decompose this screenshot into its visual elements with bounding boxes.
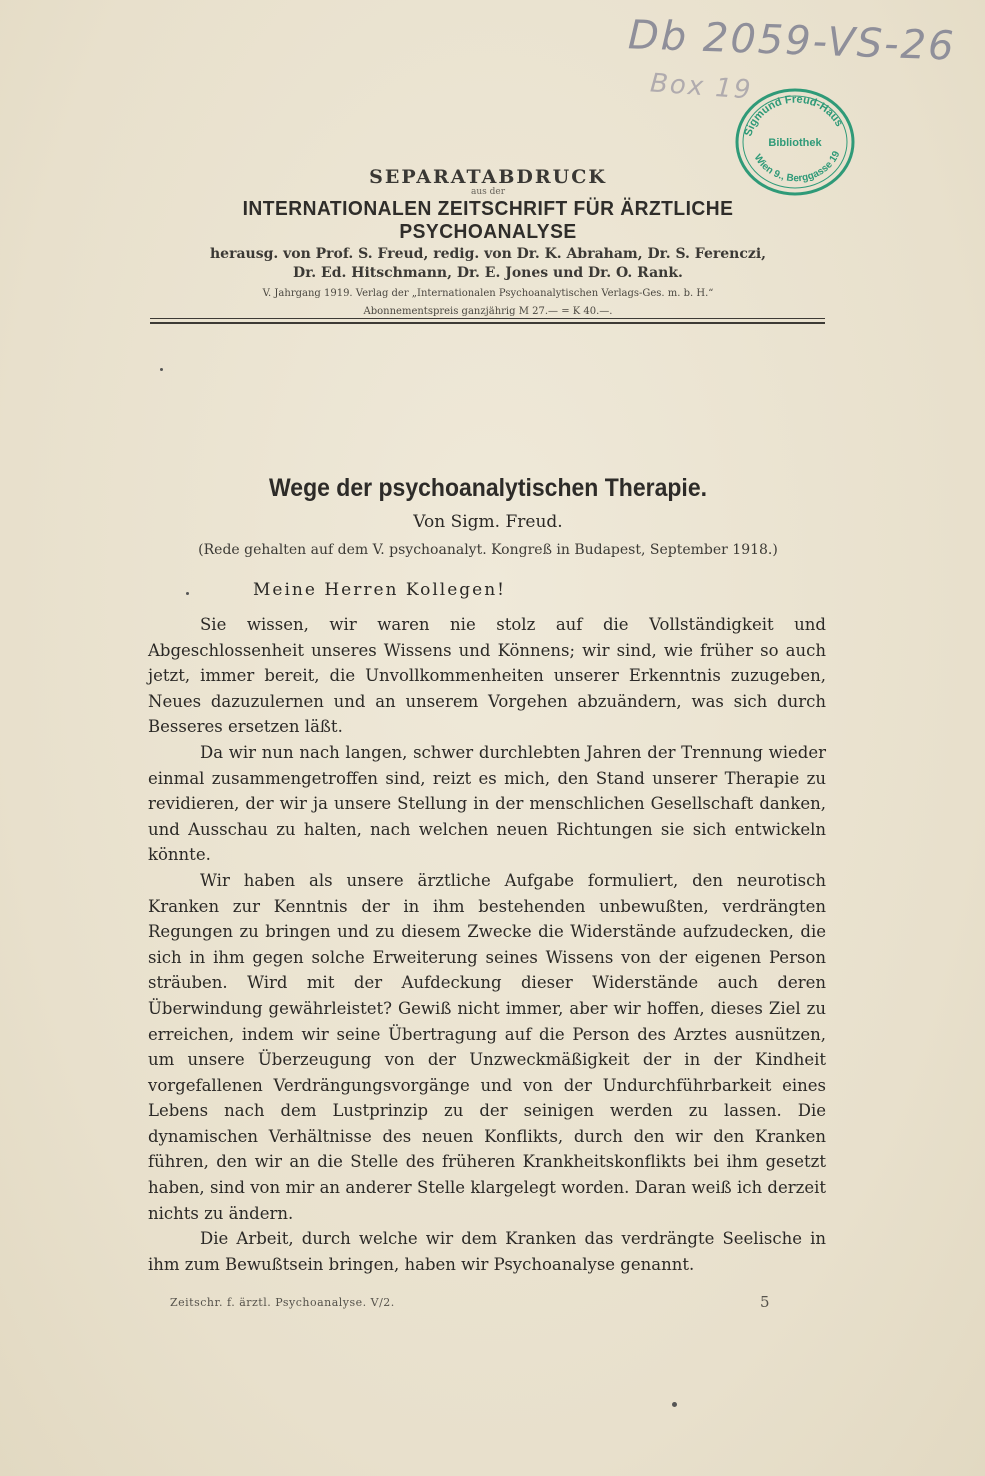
separatabdruck-title: SEPARATABDRUCK: [369, 166, 607, 188]
paragraph: Die Arbeit, durch welche wir dem Kranken das verdrängte Seelische in ihm zum Bewußtsein bringen, haben wir Psychoanalyse genannt.: [148, 1229, 826, 1274]
stamp-line-3: Wien 9., Berggasse 19: [751, 149, 843, 185]
print-speck: [672, 1402, 677, 1407]
salutation: Meine Herren Kollegen!: [253, 580, 507, 600]
print-speck: [186, 592, 189, 595]
paragraph: Sie wissen, wir waren nie stolz auf die Vollständigkeit und Abgeschlossenheit unseres Wissens und Könnens; wir sind, wie früher so auch jetzt, immer bereit, die Unvollkommenheiten unserer Erkenntnis zuzugeben, Neues dazuzulernen und an unserem Vorgehen abzuändern, was sich durch Besseres ersetzen läßt.: [148, 615, 826, 737]
footer-journal-abbrev: Zeitschr. f. ärztl. Psychoanalyse. V/2.: [170, 1296, 395, 1309]
print-speck: [160, 368, 163, 371]
journal-title: INTERNATIONALEN ZEITSCHRIFT FÜR ÄRZTLICHE PSYCHOANALYSE: [242, 198, 734, 243]
aus-der-label: aus der: [470, 187, 506, 197]
header-rule-thick: [150, 322, 825, 324]
paragraph: Da wir nun nach langen, schwer durchlebten Jahren der Trennung wieder einmal zusammengetroffen sind, reizt es mich, den Stand unserer Therapie zu revidieren, der wir ja unsere Stellung in der menschlichen Gesellschaft danken, und Ausschau zu halten, nach welchen neuen Richtungen sie sich entwickeln könnte.: [148, 742, 826, 865]
header-rule-thin: [150, 318, 825, 319]
stamp-line-2: Bibliothek: [768, 137, 822, 149]
article-body: [148, 612, 826, 1277]
editors-line-1: herausg. von Prof. S. Freud, redig. von Dr. K. Abraham, Dr. S. Ferenczi,: [209, 246, 767, 262]
editors-line-2: Dr. Ed. Hitschmann, Dr. E. Jones und Dr. O. Rank.: [293, 265, 683, 281]
article-note: (Rede gehalten auf dem V. psychoanalyt. Kongreß in Budapest, September 1918.): [198, 542, 778, 558]
publisher-line-2: Abonnementspreis ganzjährig M 27.— = K 40.—.: [363, 306, 613, 317]
article-author: Von Sigm. Freud.: [413, 512, 563, 532]
offprint-header: [150, 166, 826, 318]
publisher-line-1: V. Jahrgang 1919. Verlag der „Internationalen Psychoanalytischen Verlags-Ges. m. b. H.“: [262, 288, 714, 299]
stamp-line-1: Sigmund Freud-Haus: [742, 93, 846, 138]
shelfmark-annotation: Db 2059-VS-26: [627, 12, 957, 70]
box-annotation: Box 19: [649, 68, 754, 106]
paragraph: Wir haben als unsere ärztliche Aufgabe formuliert, den neurotisch Kranken zur Kenntnis der in ihm bestehenden unbewußten, verdrängten Regungen zu bringen und zu diesem Zwecke die Widerstände aufzudecken, die sich in ihm gegen solche Erweiterung seines Wissens von der eigenen Person sträuben. Wird mit der Aufdeckung dieser Widerstände auch deren Überwindung gewährleistet? Gewiß nicht immer, aber wir hoffen, dieses Ziel zu erreichen, indem wir seine Übertragung auf die Person des Arztes ausnützen, um unsere Überzeugung von der Unzweckmäßigkeit der in der Kindheit vorgefallenen Verdrängungsvorgänge und von der Undurchführbarkeit eines Lebens nach dem Lustprinzip zu der seinigen werden zu lassen. Die dynamischen Verhältnisse des neuen Konflikts, durch den wir den Kranken führen, den wir an die Stelle des früheren Krankheitskonflikts bei ihm gesetzt haben, sind von mir an anderer Stelle klargelegt worden. Daran weiß ich derzeit nichts zu ändern.: [148, 870, 826, 1223]
footer-signature: 5: [760, 1293, 770, 1311]
article-title: Wege der psychoanalytischen Therapie.: [268, 474, 708, 502]
